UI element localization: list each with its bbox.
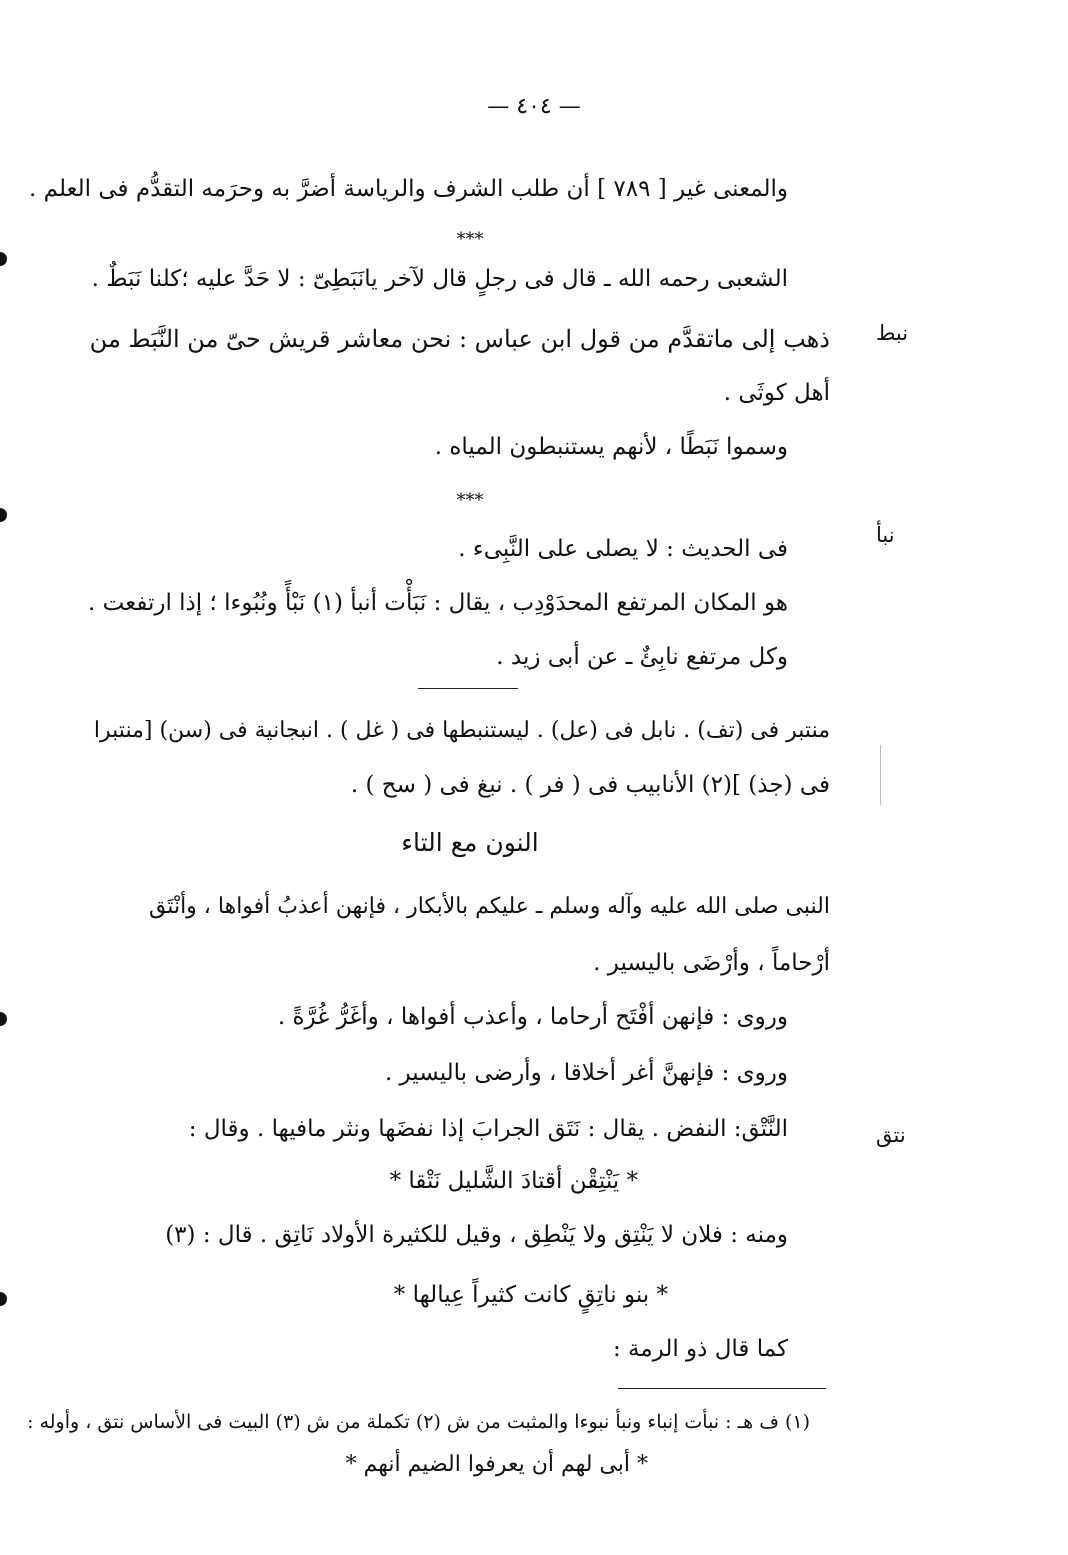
- text-line: ذهب إلى ماتقدَّم من قول ابن عباس : نحن معاشر قريش حىّ من النَّبَط من: [89, 325, 830, 353]
- scan-edge-mark: [0, 252, 7, 266]
- scan-edge-mark: [0, 1012, 7, 1026]
- text-line: والمعنى غير [ ٧٨٩ ] أن طلب الشرف والرياسة أضرَّ به وحرَمه التقدُّم فى العلم .: [29, 176, 788, 202]
- margin-headword: نبط: [876, 321, 909, 345]
- text-line: فى الحديث : لا يصلى على النَّبِىء .: [458, 536, 788, 562]
- margin-headword: نتق: [876, 1123, 906, 1147]
- text-line: وكل مرتفع نابِئٌ ـ عن أبى زيد .: [496, 644, 788, 670]
- text-line: هو المكان المرتفع المحدَوْدِب ، يقال : نَبَأْت أنبأ (١) نَبْأً ونُبُوءا ؛ إذا ارتفعت .: [88, 590, 788, 616]
- scan-edge-mark: [0, 1292, 7, 1306]
- divider-rule: [418, 688, 518, 689]
- footnote-rule: [618, 1388, 826, 1389]
- text-line: ومنه : فلان لا يَنْتِق ولا يَنْطِق ، وقيل للكثيرة الأولاد نَاتِق . قال : (٣): [165, 1222, 788, 1248]
- text-line: كما قال ذو الرمة :: [612, 1336, 788, 1362]
- text-line: أهل كوثَى .: [723, 380, 830, 406]
- text-line: الشعبى رحمه الله ـ قال فى رجلٍ قال لآخر يانَبَطِىّ : لا حَدَّ عليه ؛كلنا نَبَطٌ .: [91, 266, 788, 292]
- text-line: النَّتْق: النفض . يقال : نَتَق الجرابَ إذا نفضَها ونثر مافيها . وقال :: [188, 1116, 788, 1142]
- scan-edge-mark: [0, 508, 7, 522]
- section-heading: النون مع التاء: [401, 828, 539, 857]
- footnote-verse: * أبى لهم أن يعرفوا الضيم أنهم *: [345, 1452, 648, 1477]
- text-line: منتبر فى (تف) . نابل فى (عل) . ليستنبطها فى ( غل ) . انبجانية فى (سن) [منتبرا: [93, 718, 830, 743]
- scan-artifact: [880, 745, 881, 805]
- section-separator: ***: [456, 490, 484, 511]
- verse-line: * بنو ناتِقٍ كانت كثيراً عِيالها *: [393, 1282, 668, 1308]
- text-line: وسموا نَبَطًا ، لأنهم يستنبطون المياه .: [434, 434, 788, 460]
- margin-headword: نبأ: [876, 523, 895, 547]
- section-separator: ***: [456, 229, 484, 250]
- verse-line: * يَنْتِقْن أقتادَ الشَّليل نَتْقا *: [389, 1168, 638, 1194]
- page-number: — ٤٠٤ —: [487, 94, 581, 119]
- footnote-line: (١) ف هـ : نبأت إنباء ونبأ نبوءا والمثبت من ش (٢) تكملة من ش (٣) البيت فى الأساس نتق ، وأوله :: [27, 1411, 810, 1433]
- text-line: وروى : فإنهنَّ أغر أخلاقا ، وأرضى باليسير .: [384, 1060, 788, 1086]
- text-line: النبى صلى الله عليه وآله وسلم ـ عليكم بالأبكار ، فإنهن أعذبُ أفواها ، وأنْتَق: [148, 894, 830, 919]
- text-line: وروى : فإنهن أفْتَح أرحاما ، وأعذب أفواها ، وأغَرُّ غُرَّةً .: [277, 1004, 788, 1030]
- text-line: فى (جذ) ](٢) الأنابيب فى ( فر ) . نبغ فى ( سح ) .: [350, 772, 830, 798]
- text-line: أرْحاماً ، وأرْضَى باليسير .: [593, 950, 830, 976]
